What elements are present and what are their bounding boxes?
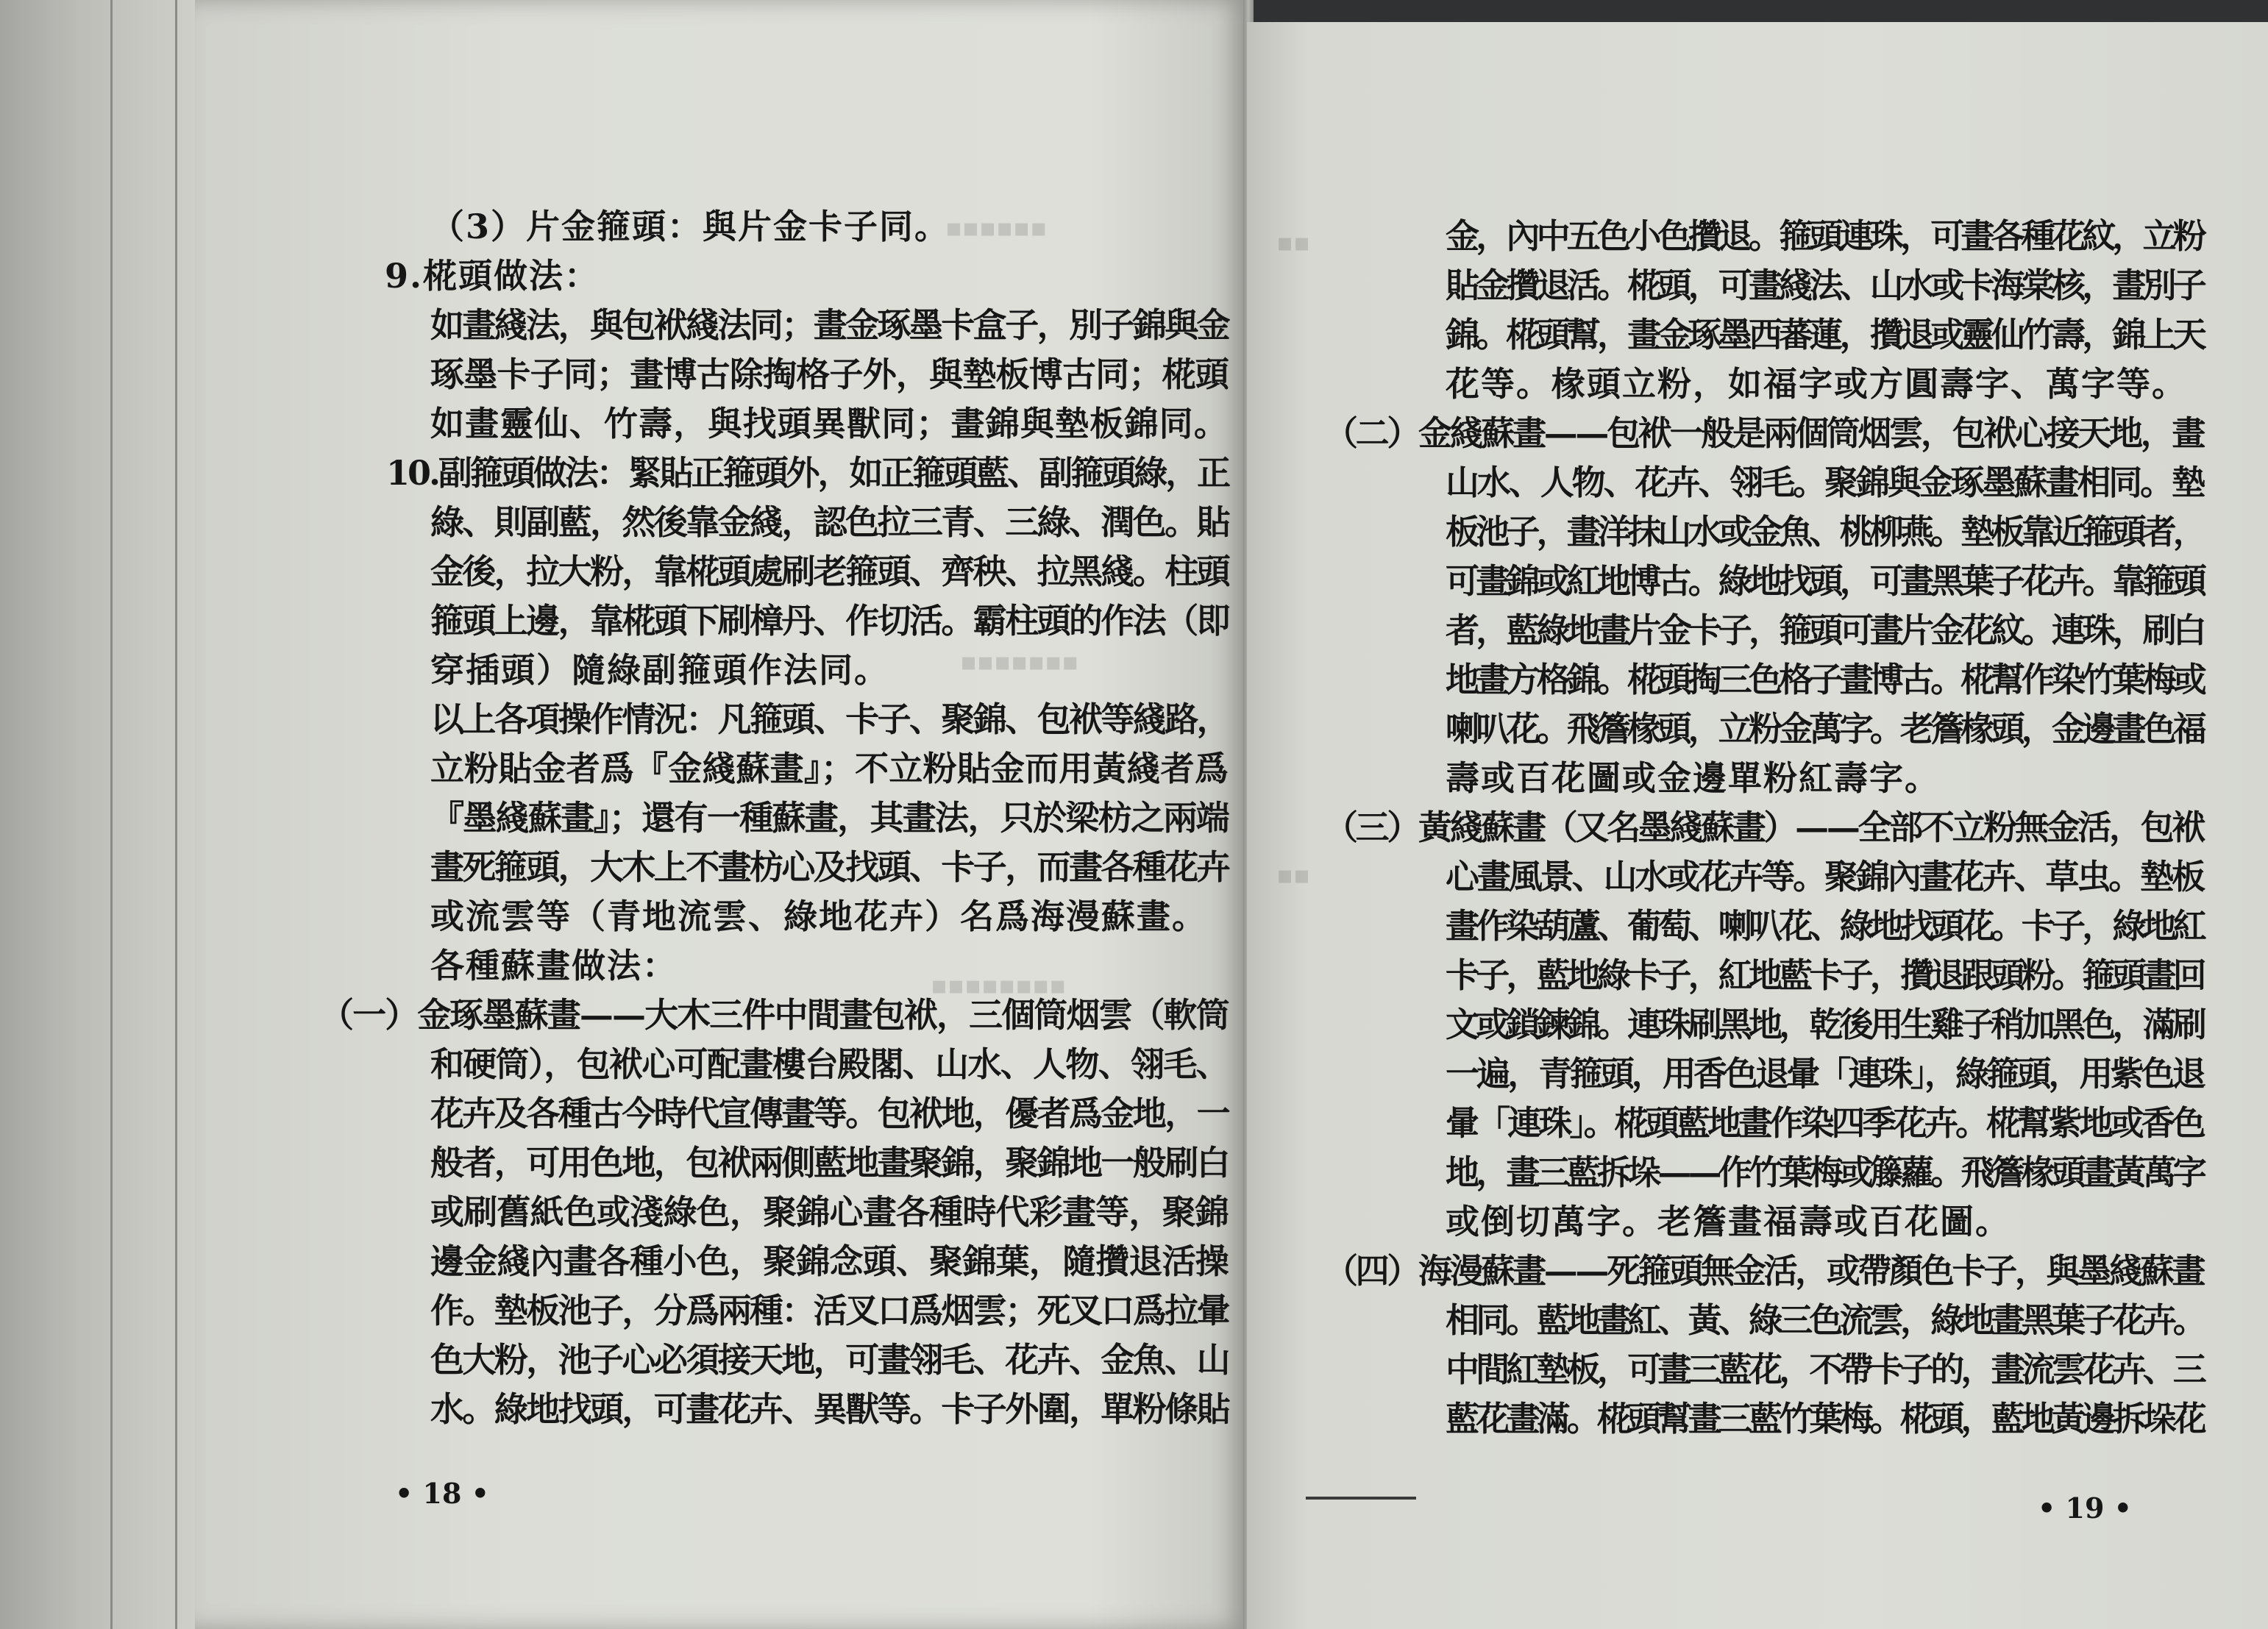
- text-line: 以上各項操作情況：凡箍頭、卡子、聚錦、包袱等綫路，: [430, 699, 1229, 739]
- bleed-through-text: ▪▪: [1276, 860, 1311, 890]
- page-edge-line: [175, 0, 177, 1629]
- text-line: 水。綠地找頭，可畫花卉、異獸等。卡子外圍，單粉條貼: [430, 1389, 1229, 1429]
- text-line: 或流雲等（青地流雲、綠地花卉）名爲海漫蘇畫。: [430, 897, 1207, 936]
- text-line: 藍花畫滿。椛頭幫畫三藍竹葉梅。椛頭，藍地黃邊拆垛花: [1446, 1399, 2204, 1439]
- text-line: 板池子，畫洋抹山水或金魚、桃柳燕。墊板靠近箍頭者，: [1446, 512, 2204, 552]
- text-line: 如畫綫法，與包袱綫法同；畫金琢墨卡盒子，別子錦與金: [430, 305, 1229, 345]
- text-line: 立粉貼金者爲『金綫蘇畫』；不立粉貼金而用黃綫者爲: [430, 749, 1229, 788]
- text-line: 邊金綫內畫各種小色，聚錦念頭、聚錦葉，隨攢退活操: [430, 1241, 1229, 1281]
- text-line: 如畫靈仙、竹壽，與找頭異獸同；畫錦與墊板錦同。: [430, 404, 1229, 443]
- text-line: 壽或百花圖或金邊單粉紅壽字。: [1446, 758, 1940, 798]
- text-line: 文或鎖鍊錦。連珠刷黑地，乾後用生雞子稍加黑色，滿刷: [1446, 1005, 2204, 1044]
- text-line: 喇叭花。飛簷椽頭，立粉金萬字。老簷椽頭，金邊畫色福: [1446, 709, 2204, 749]
- text-line: 或倒切萬字。老簷畫福壽或百花圖。: [1446, 1202, 2011, 1241]
- text-line: 者，藍綠地畫片金卡子，箍頭可畫片金花紋。連珠，刷白: [1446, 610, 2204, 650]
- page-edge-line: [110, 0, 113, 1629]
- page-number-left: • 18 •: [395, 1477, 489, 1510]
- bleed-through-text: ▪▪▪▪▪▪▪▪: [931, 971, 1067, 1000]
- text-line: 畫死箍頭，大木上不畫枋心及找頭、卡子，而畫各種花卉: [430, 847, 1229, 887]
- text-line: 金後，拉大粉，靠椛頭處刷老箍頭、齊秧、拉黑綫。柱頭: [430, 552, 1229, 591]
- bleed-through-text: ▪▪▪▪▪▪▪: [960, 647, 1079, 677]
- text-line: 錦。椛頭幫，畫金琢墨西蕃蓮，攢退或靈仙竹壽，錦上天: [1446, 315, 2204, 354]
- printed-rule: [1306, 1497, 1416, 1500]
- text-line: 色大粉，池子心必須接天地，可畫翎毛、花卉、金魚、山: [430, 1340, 1229, 1380]
- text-line: （二）金綫蘇畫——包袱一般是兩個筒烟雲，包袱心接天地，畫: [1324, 413, 2203, 453]
- text-line: 山水、人物、花卉、翎毛。聚錦與金琢墨蘇畫相同。墊: [1446, 463, 2204, 502]
- text-line: 或刷舊紙色或淺綠色，聚錦心畫各種時代彩畫等，聚錦: [430, 1192, 1229, 1232]
- text-line: 一遍，青箍頭，用香色退暈「連珠」，綠箍頭，用紫色退: [1446, 1054, 2204, 1094]
- bleed-through-text: ▪▪: [1276, 228, 1311, 257]
- text-line: 地，畫三藍拆垛——作竹葉梅或籐蘿。飛簷椽頭畫黃萬字: [1446, 1152, 2204, 1192]
- text-line: 和硬筒），包袱心可配畫樓台殿閣、山水、人物、翎毛、: [430, 1044, 1229, 1084]
- text-line: （3）片金箍頭：與片金卡子同。: [430, 207, 950, 246]
- bleed-through-text: ▪▪▪▪▪▪: [945, 213, 1048, 243]
- text-line: 琢墨卡子同；畫博古除掏格子外，與墊板博古同；椛頭: [430, 354, 1229, 394]
- text-line: 『墨綫蘇畫』；還有一種蘇畫，其畫法，只於梁枋之兩端: [430, 798, 1229, 838]
- text-line: （一）金琢墨蘇畫——大木三件中間畫包袱，三個筒烟雲（軟筒: [320, 995, 1229, 1035]
- text-line: 9.椛頭做法：: [385, 256, 600, 296]
- text-line: 各種蘇畫做法：: [430, 946, 678, 985]
- text-line: 相同。藍地畫紅、黃、綠三色流雲，綠地畫黑葉子花卉。: [1446, 1300, 2204, 1340]
- left-page: [195, 0, 1247, 1629]
- text-line: 綠、則副藍，然後靠金綫，認色拉三青、三綠、潤色。貼: [430, 502, 1229, 542]
- text-line: 卡子，藍地綠卡子，紅地藍卡子，攢退跟頭粉。箍頭畫回: [1446, 955, 2204, 995]
- text-line: 箍頭上邊，靠椛頭下刷樟丹、作切活。霸柱頭的作法（即: [430, 601, 1229, 641]
- stacked-page-edges: [0, 0, 199, 1629]
- text-line: 花等。椽頭立粉，如福字或方圓壽字、萬字等。: [1446, 364, 2187, 404]
- text-line: 可畫錦或紅地博古。綠地找頭，可畫黑葉子花卉。靠箍頭: [1446, 561, 2204, 601]
- text-line: （四）海漫蘇畫——死箍頭無金活，或帶顏色卡子，與墨綫蘇畫: [1324, 1251, 2203, 1291]
- right-page: [1247, 22, 2268, 1629]
- page-number-right: • 19 •: [2038, 1491, 2132, 1525]
- text-line: 畫作染葫蘆、葡萄、喇叭花、綠地找頭花。卡子，綠地紅: [1446, 906, 2204, 946]
- text-line: 貼金攢退活。椛頭，可畫綫法、山水或卡海棠核，畫別子: [1446, 265, 2204, 305]
- text-line: 中間紅墊板，可畫三藍花，不帶卡子的，畫流雲花卉、三: [1446, 1350, 2204, 1389]
- text-line: 暈「連珠」。椛頭藍地畫作染四季花卉。椛幫紫地或香色: [1446, 1103, 2204, 1143]
- text-line: 地畫方格錦。椛頭掏三色格子畫博古。椛幫作染竹葉梅或: [1446, 660, 2204, 699]
- text-line: 穿插頭）隨綠副箍頭作法同。: [430, 650, 889, 690]
- text-line: 般者，可用色地，包袱兩側藍地畫聚錦，聚錦地一般刷白: [430, 1143, 1229, 1183]
- text-line: 作。墊板池子，分爲兩種：活叉口爲烟雲；死叉口爲拉暈: [430, 1291, 1229, 1330]
- text-line: 花卉及各種古今時代宣傳畫等。包袱地，優者爲金地，一: [430, 1094, 1229, 1133]
- text-line: （三）黃綫蘇畫（又名墨綫蘇畫）——全部不立粉無金活，包袱: [1324, 808, 2203, 847]
- text-line: 10.副箍頭做法：緊貼正箍頭外，如正箍頭藍、副箍頭綠，正: [386, 453, 1229, 493]
- text-line: 金，內中五色小色攢退。箍頭連珠，可畫各種花紋，立粉: [1446, 216, 2204, 256]
- text-line: 心畫風景、山水或花卉等。聚錦內畫花卉、草虫。墊板: [1446, 857, 2204, 897]
